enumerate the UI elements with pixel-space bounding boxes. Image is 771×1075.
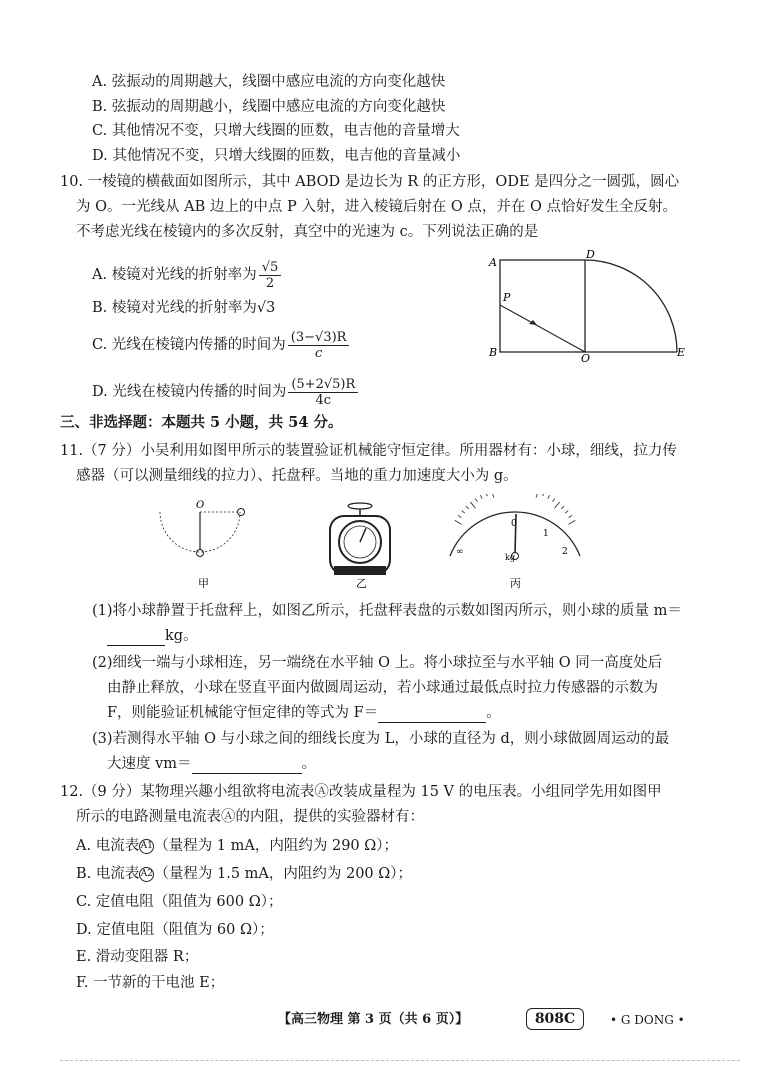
q11-part2-line1: (2)细线一端与小球相连，另一端绕在水平轴 O 上。将小球拉至与水平轴 O 同一高度处后 xyxy=(92,655,663,671)
q12-item-a-text: A. 电流表 xyxy=(76,838,140,854)
light-ray xyxy=(500,305,585,352)
q11-part3-text: 大速度 vm＝ xyxy=(107,756,192,772)
label-b: B xyxy=(489,346,498,359)
label-d: D xyxy=(586,250,595,261)
q9-option-b: B. 弦振动的周期越小，线圈中感应电流的方向变化越快 xyxy=(92,99,446,115)
caption-bing: 丙 xyxy=(510,577,521,590)
q11-part2-text: F，则能验证机械能守恒定律的等式为 F＝ xyxy=(107,705,379,721)
q12-stem-line1: 12.（9 分）某物理兴趣小组欲将电流表Ⓐ改装成量程为 15 V 的电压表。小组同学先用如图甲 xyxy=(60,784,662,800)
q11-part2-line3 xyxy=(107,703,501,723)
label-p: P xyxy=(503,291,511,304)
prism-arc xyxy=(585,260,677,352)
dial-tick xyxy=(548,495,550,498)
q10-stem-line2: 为 O。一光线从 AB 边上的中点 P 入射，进入棱镜后射在 O 点，并在 O 点恰好发生全反射。 xyxy=(76,199,678,215)
dial-label-infinity: ∞ xyxy=(456,547,464,557)
q11-part3-period: 。 xyxy=(301,756,317,772)
q11-part3-line2 xyxy=(107,754,316,774)
q12-item-b-text: B. 电流表 xyxy=(76,866,140,882)
answer-blank-mass[interactable] xyxy=(107,629,165,646)
q11-figures xyxy=(150,494,590,594)
frac-den: c xyxy=(314,345,323,361)
ball-bottom xyxy=(197,550,204,557)
ammeter-a2-icon: A2 xyxy=(139,867,154,882)
caption-yi: 乙 xyxy=(356,577,367,590)
footer-code: 808C xyxy=(526,1008,584,1030)
dial-label-1: 1 xyxy=(543,529,549,539)
dial-tick xyxy=(543,494,545,496)
prism-figure xyxy=(485,250,690,362)
q11-stem-line2: 感器（可以测量细线的拉力）、托盘秤。当地的重力加速度大小为 g。 xyxy=(76,468,518,484)
ammeter-a1-icon: A1 xyxy=(139,839,154,854)
q11-stem-line1: 11.（7 分）小吴利用如图甲所示的装置验证机械能守恒定律。所用器材有：小球，细线，拉力传 xyxy=(60,443,677,459)
label-a: A xyxy=(489,256,497,269)
q11-part2-period: 。 xyxy=(486,705,501,721)
q12-item-c: C. 定值电阻（阻值为 600 Ω）； xyxy=(76,894,283,910)
unit-kg: kg。 xyxy=(165,628,198,644)
footer-brand: • G DONG • xyxy=(610,1013,685,1027)
label-o: O xyxy=(196,500,205,511)
figure-yi xyxy=(330,503,390,590)
q10-stem-line3: 不考虑光线在棱镜内的多次反射，真空中的光速为 c。下列说法正确的是 xyxy=(76,224,539,240)
figure-bing xyxy=(450,494,580,590)
figure-jia xyxy=(160,500,245,590)
q10-stem-line1: 10. 一棱镜的横截面如图所示，其中 ABOD 是边长为 R 的正方形，ODE 是四分之一圆弧，圆心 xyxy=(60,174,680,190)
q12-item-b-spec: （量程为 1.5 mA，内阻约为 200 Ω）； xyxy=(154,866,413,882)
dial-tick xyxy=(480,495,482,498)
ball-side xyxy=(238,509,245,516)
frac-den: 4c xyxy=(315,392,332,408)
dial-tick xyxy=(462,511,465,514)
q11-part2-line2: 由静止释放，小球在竖直平面内做圆周运动，若小球通过最低点时拉力传感器的示数为 xyxy=(107,680,658,696)
q10-option-d-frac xyxy=(288,377,358,408)
bottom-divider xyxy=(60,1060,740,1061)
q9-option-c: C. 其他情况不变，只增大线圈的匝数，电吉他的音量增大 xyxy=(92,123,460,139)
q10-option-c-text: C. 光线在棱镜内传播的时间为 xyxy=(92,337,286,353)
label-o: O xyxy=(581,352,591,362)
q12-stem-line2: 所示的电路测量电流表Ⓐ的内阻，提供的实验器材有： xyxy=(76,809,424,825)
q10-option-a-text: A. 棱镜对光线的折射率为 xyxy=(92,267,257,283)
dial-tick xyxy=(458,515,461,517)
scale-base xyxy=(334,566,386,575)
q10-option-a xyxy=(92,257,283,293)
section-3-heading: 三、非选择题：本题共 5 小题，共 54 分。 xyxy=(60,414,343,431)
q12-item-a-spec: （量程为 1 mA，内阻约为 290 Ω）； xyxy=(154,838,399,854)
dial-tick xyxy=(455,520,462,524)
q10-option-c-frac xyxy=(288,330,350,361)
q10-option-c xyxy=(92,327,351,363)
scale-tray xyxy=(348,503,372,509)
q11-part3-line1: (3)若测得水平轴 O 与小球之间的细线长度为 L，小球的直径为 d，则小球做圆周运动的最 xyxy=(92,731,670,747)
answer-blank-force[interactable] xyxy=(378,706,486,723)
answer-blank-velocity[interactable] xyxy=(192,757,302,774)
dial-tick xyxy=(486,494,488,496)
dial-label-unit: kg xyxy=(505,553,515,562)
frac-den: 2 xyxy=(265,275,275,291)
q11-part1: (1)将小球静置于托盘秤上，如图乙所示，托盘秤表盘的示数如图丙所示，则小球的质量 m＝ xyxy=(92,603,682,619)
q12-item-f: F. 一节新的干电池 E； xyxy=(76,975,225,991)
q11-part1-answer xyxy=(107,626,198,646)
q10-option-d-text: D. 光线在棱镜内传播的时间为 xyxy=(92,384,287,400)
dial-tick xyxy=(553,498,555,501)
dial-tick xyxy=(475,498,477,501)
prism-square xyxy=(500,260,585,352)
dial-tick xyxy=(561,506,564,509)
dial-tick xyxy=(555,502,560,508)
dial-tick xyxy=(466,506,469,509)
q12-item-b xyxy=(76,864,412,884)
footer-page-info: 【高三物理 第 3 页（共 6 页）】 xyxy=(278,1012,469,1027)
dial-label-2: 2 xyxy=(562,547,568,557)
label-e: E xyxy=(677,346,686,359)
dial-tick xyxy=(568,520,575,524)
q12-item-e: E. 滑动变阻器 R； xyxy=(76,949,199,965)
frac-num: (3−√3)R xyxy=(288,330,350,346)
q10-option-a-frac xyxy=(259,260,282,291)
ray-arrow-icon xyxy=(529,320,537,325)
frac-num: (5+2√5)R xyxy=(288,377,358,393)
dial-tick xyxy=(569,515,572,517)
dial-tick xyxy=(491,494,494,498)
q9-option-a: A. 弦振动的周期越大，线圈中感应电流的方向变化越快 xyxy=(92,74,446,90)
q10-option-d xyxy=(92,374,360,410)
q10-option-b: B. 棱镜对光线的折射率为√3 xyxy=(92,300,276,316)
q9-option-d: D. 其他情况不变，只增大线圈的匝数，电吉他的音量减小 xyxy=(92,148,461,164)
q12-item-d: D. 定值电阻（阻值为 60 Ω）； xyxy=(76,922,274,938)
frac-num: √5 xyxy=(259,260,282,276)
dial-tick xyxy=(536,494,539,498)
dial-tick xyxy=(565,511,568,514)
dial-tick xyxy=(470,502,475,508)
dial-label-0: 0 xyxy=(511,519,517,529)
caption-jia: 甲 xyxy=(198,577,209,590)
q12-item-a xyxy=(76,836,398,856)
